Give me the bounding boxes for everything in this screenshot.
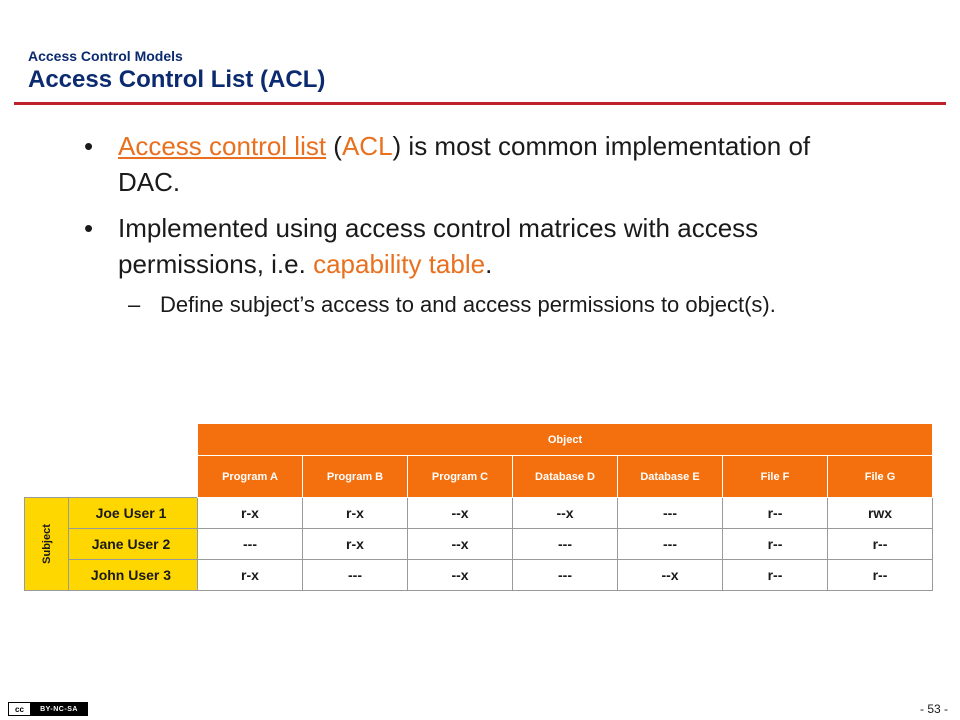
permission-cell: --x	[618, 560, 723, 591]
bullet-dot: •	[84, 213, 94, 243]
acl-abbrev: ACL	[341, 131, 393, 161]
permission-cell: --x	[513, 498, 618, 529]
permission-cell: --x	[408, 529, 513, 560]
matrix-corner	[25, 424, 198, 456]
bullet-text: Implemented using access control matrices with access permissions, i.e.	[118, 213, 759, 279]
permission-cell: --x	[408, 498, 513, 529]
slide-title: Access Control List (ACL)	[28, 66, 326, 93]
column-header: Database D	[513, 456, 618, 498]
permission-cell: ---	[513, 560, 618, 591]
permission-cell: r--	[723, 529, 828, 560]
title-divider	[14, 102, 946, 105]
column-header: File F	[723, 456, 828, 498]
capability-table-term: capability table	[313, 249, 486, 279]
permission-cell: r-x	[303, 529, 408, 560]
permission-cell: r-x	[303, 498, 408, 529]
permission-cell: r-x	[198, 560, 303, 591]
permission-cell: r--	[828, 529, 933, 560]
column-header: Program A	[198, 456, 303, 498]
slide-subtitle: Access Control Models	[28, 48, 183, 64]
object-header: Object	[198, 424, 933, 456]
bullet-dot: •	[84, 131, 94, 161]
subject-label: Subject	[40, 524, 53, 564]
column-header: Program B	[303, 456, 408, 498]
bullet-text: (	[326, 131, 342, 161]
permission-cell: ---	[198, 529, 303, 560]
permission-cell: ---	[618, 529, 723, 560]
permission-cell: r-x	[198, 498, 303, 529]
cc-logo-icon: cc	[9, 703, 31, 715]
page-number: - 53 -	[919, 702, 948, 716]
permission-cell: ---	[303, 560, 408, 591]
permission-cell: r--	[828, 560, 933, 591]
row-header: Joe User 1	[69, 498, 198, 529]
bullet-matrices	[84, 210, 844, 282]
sub-bullet-define	[84, 290, 844, 320]
table-row	[25, 560, 933, 591]
acl-link[interactable]: Access control list	[118, 131, 327, 161]
permission-cell: ---	[513, 529, 618, 560]
column-header: Database E	[618, 456, 723, 498]
matrix-corner	[25, 456, 198, 498]
permission-cell: r--	[723, 498, 828, 529]
bullet-acl	[84, 128, 844, 200]
permission-cell: ---	[618, 498, 723, 529]
subject-header	[25, 498, 69, 591]
row-header: Jane User 2	[69, 529, 198, 560]
bullet-text: .	[485, 249, 493, 279]
bullet-list	[84, 128, 844, 320]
license-type: BY-NC-SA	[31, 703, 87, 715]
slide-header	[28, 48, 325, 94]
permission-cell: r--	[723, 560, 828, 591]
access-control-matrix	[24, 423, 933, 591]
permission-cell: --x	[408, 560, 513, 591]
bullet-text: ) is most common implementation of DAC.	[118, 131, 811, 197]
sub-bullet-dash: –	[128, 292, 141, 317]
table-row	[25, 529, 933, 560]
sub-bullet-text: Define subject’s access to and access permissions to object(s).	[160, 292, 776, 317]
license-badge	[8, 702, 88, 716]
column-header: Program C	[408, 456, 513, 498]
column-header: File G	[828, 456, 933, 498]
permission-cell: rwx	[828, 498, 933, 529]
row-header: John User 3	[69, 560, 198, 591]
table-row	[25, 498, 933, 529]
